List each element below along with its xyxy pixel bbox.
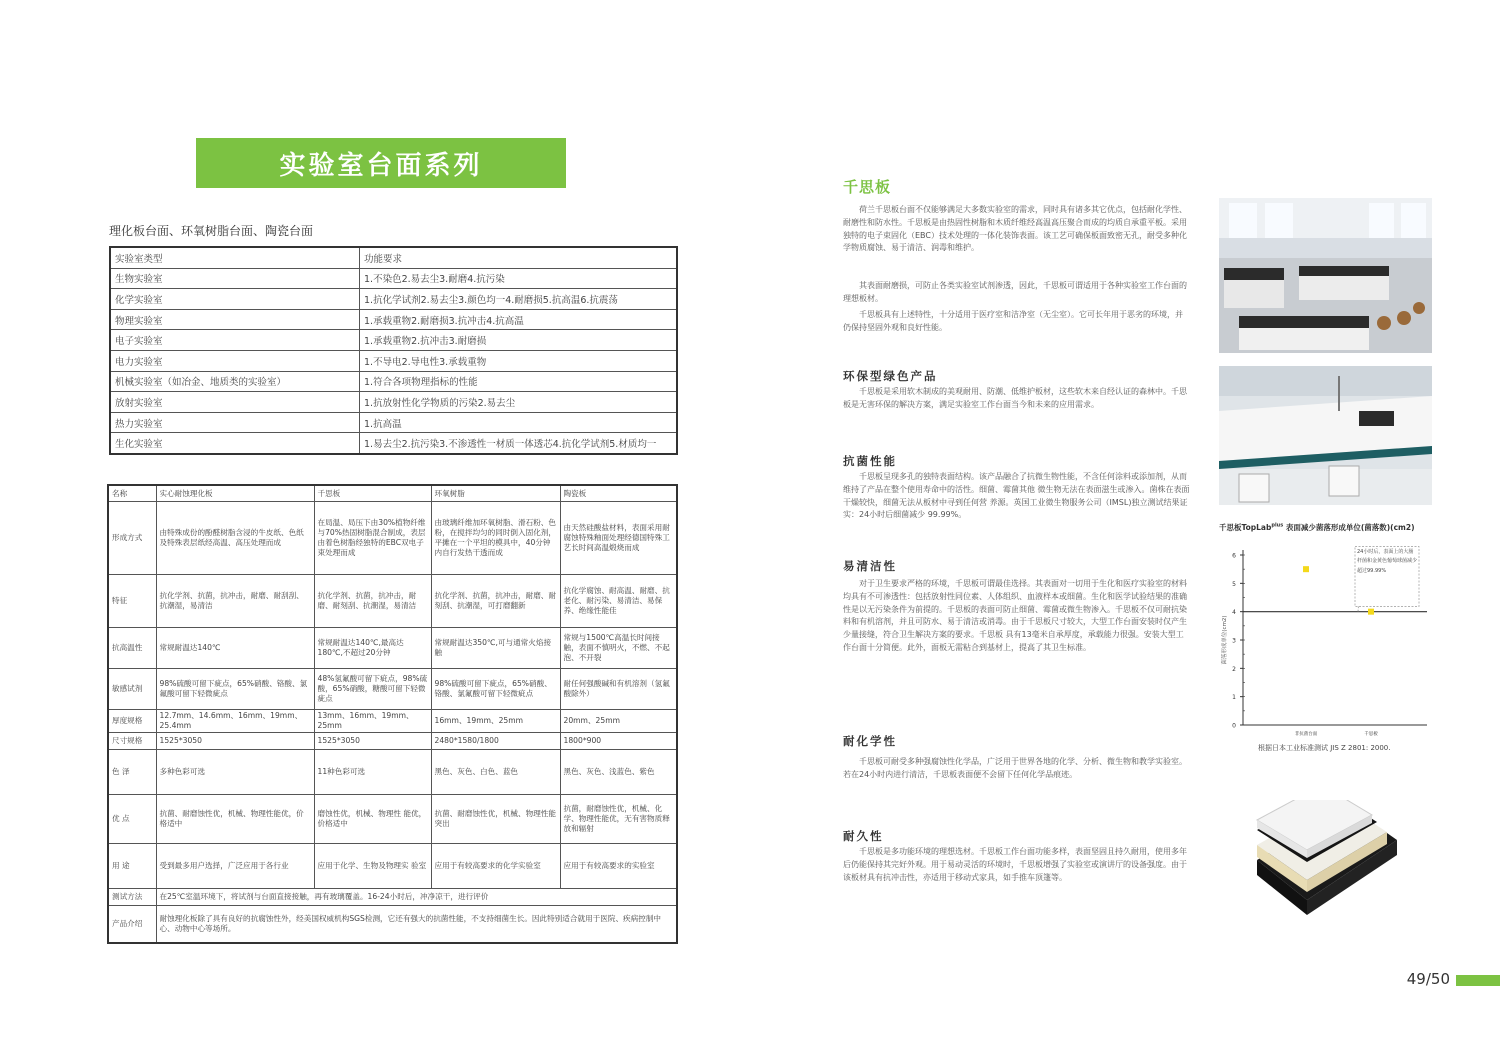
table-cell: 16mm、19mm、25mm — [431, 710, 560, 733]
table-cell: 在局温、局压下由30%植物纤维与70%热固树脂混合制成，表层由着色树脂经独特的EBC双电子束处理而成 — [314, 502, 431, 575]
table-row — [110, 433, 677, 454]
table-cell: 抗菌，耐磨蚀性优，机械、化学、物理性能优，无有害物质释放和辐射 — [560, 794, 677, 843]
table-row — [110, 268, 677, 289]
table-header-cell: 名称 — [108, 485, 156, 502]
table-cell: 抗菌、耐磨蚀性优，机械、物理性能突出 — [431, 794, 560, 843]
table-cell: 抗高温性 — [108, 628, 156, 669]
table-cell: 1.承载重物2.抗冲击3.耐磨损 — [360, 330, 678, 351]
section-subtitle: 理化板台面、环氧树脂台面、陶瓷台面 — [109, 224, 314, 238]
product-title: 千思板 — [843, 178, 892, 196]
chart-footnote: 根据日本工业标准测试 JIS Z 2801: 2000. — [1258, 744, 1391, 752]
table-row — [110, 392, 677, 413]
table-cell: 受到最多用户选择，广泛应用于各行业 — [156, 843, 314, 888]
table-header-cell: 千思板 — [314, 485, 431, 502]
table-cell: 在25℃室温环境下，将试剂与台面直接接触，再有玻璃覆盖。16-24小时后，冲净凉干，进行评价 — [156, 888, 677, 905]
table-cell: 由玻璃纤维加环氧树脂、滑石粉、色粉，在搅拌均匀的同时倒入固化剂，平摊在一个平坦的模具中，40分钟内自行发热干透而成 — [431, 502, 560, 575]
x-category-label: 千思板 — [1364, 732, 1378, 737]
table-cell: 1.符合各项物理指标的性能 — [360, 371, 678, 392]
table-cell: 用 途 — [108, 843, 156, 888]
intro-paragraph-2: 其表面耐磨损，可防止各类实验室试剂渗透，因此，千思板可谓适用于各种实验室工作台面的理想板材。 — [843, 281, 1187, 303]
table-cell: 黑色、灰色、浅蓝色、紫色 — [560, 749, 677, 794]
table-cell: 1800*900 — [560, 732, 677, 749]
table-cell: 生化实验室 — [110, 433, 360, 454]
table-cell: 1525*3050 — [314, 732, 431, 749]
table-cell: 抗化学剂、抗菌，抗冲击，耐磨、耐刻刮、抗潮湿，可打磨翻新 — [431, 575, 560, 628]
table-row — [108, 843, 677, 888]
table-cell: 磨蚀性优，机械、物理性 能优，价格适中 — [314, 794, 431, 843]
table-row — [110, 412, 677, 433]
table-row — [110, 309, 677, 330]
table-row — [108, 502, 677, 575]
table-cell: 应用于有较高要求的实验室 — [560, 843, 677, 888]
table-cell: 1.抗放射性化学物质的污染2.易去尘 — [360, 392, 678, 413]
table-cell: 98%硫酸可留下疵点，65%硝酸、铬酸、氯氟酸可留下轻微疵点 — [156, 669, 314, 710]
table-cell: 48%氢氟酸可留下疵点，98%硫酸，65%硝酸，糖酸可留下轻微疵点 — [314, 669, 431, 710]
table-cell: 应用于有较高要求的化学实验室 — [431, 843, 560, 888]
table-cell: 热力实验室 — [110, 412, 360, 433]
section-text-antibacterial: 千思板呈现多孔的独特表面结构。该产品融合了抗微生物性能，不含任何涂料或添加剂，从而维持了产品在整个使用寿命中的活性。细菌、霉菌其他 微生物无法在表面滋生或渗入。菌株在表面干燥较快，细菌无法从板材中寻到任何营 养源。英国工业微生物服务公司（IMSL)独立测试结果证实：24小时后细菌减少 99.99%。 — [843, 472, 1190, 520]
table-cell: 由天然硅酸盐材料，表面采用耐腐蚀特殊釉面处理经德国特殊工艺长时间高温煅烧而成 — [560, 502, 677, 575]
section-text-eco: 千思板是采用软木制成的美观耐用、防潮、低维护板材，这些软木来自经认证的森林中。千思板是无害环保的解决方案，满足实验室工作台面当今和未来的应用需求。 — [843, 387, 1187, 409]
table-cell: 物理实验室 — [110, 309, 360, 330]
section-title-chemical: 耐化学性 — [843, 734, 897, 748]
table-row — [108, 669, 677, 710]
table-row — [108, 628, 677, 669]
table-header-cell: 陶瓷板 — [560, 485, 677, 502]
section-title-antibacterial: 抗菌性能 — [843, 454, 897, 468]
table-cell: 常规耐温达140℃,最高达180℃,不超过20分钟 — [314, 628, 431, 669]
intro-paragraph-1: 荷兰千思板台面不仅能够满足大多数实验室的需求，同时具有诸多其它优点，包括耐化学性、耐磨性和防水性。千思板是由热固性树脂和木质纤维经高温高压聚合而成的均质自承重平板。采用独特的电子束固化（EBC）技术处理的一体化装饰表面。该工艺可确保板面致密无孔，耐受多种化学物质腐蚀、易于清洁、润毒和维护。 — [843, 205, 1187, 253]
table-cell: 20mm、25mm — [560, 710, 677, 733]
table-cell: 常规耐温达350℃,可与通常火焰接触 — [431, 628, 560, 669]
table-cell: 1.承载重物2.耐磨损3.抗冲击4.抗高温 — [360, 309, 678, 330]
y-tick-label: 3 — [1232, 637, 1236, 645]
table-cell: 常规与1500℃高温长时间接触，表面不慎明火，不燃、不起泡、不开裂 — [560, 628, 677, 669]
table-row-test-method — [108, 888, 677, 905]
annotation-text: 24小时后，表面上的大肠杆菌和金黄色葡萄球菌减少超过99.99% — [1357, 548, 1417, 574]
page-accent-bar — [1456, 975, 1500, 986]
board-sample-image — [1252, 800, 1402, 925]
chart-title: 千思板TopLab$^{plus}$ 表面减少菌落形成单位(菌落数)(cm2) — [1219, 522, 1415, 532]
table-cell: 1.不导电2.导电性3.承载重物 — [360, 350, 678, 371]
table-cell: 由特殊成份的酚醛树脂含浸的牛皮纸、色纸及特殊表层纸经高温、高压处理而成 — [156, 502, 314, 575]
section-title-eco: 环保型绿色产品 — [843, 369, 938, 383]
table-row — [108, 710, 677, 733]
table-cell: 产品介绍 — [108, 905, 156, 943]
table-header-cell: 实心耐蚀理化板 — [156, 485, 314, 502]
y-tick-label: 2 — [1232, 665, 1236, 673]
table-row — [110, 371, 677, 392]
table-cell: 98%硫酸可留下疵点，65%硝酸、铬酸、氯氟酸可留下轻微疵点 — [431, 669, 560, 710]
table-cell: 黑色、灰色、白色、蓝色 — [431, 749, 560, 794]
table-cell: 敏感试剂 — [108, 669, 156, 710]
table-cell: 抗化学剂、抗菌，抗冲击，耐磨、耐刻刮、抗潮湿，易清洁 — [314, 575, 431, 628]
table-cell: 特征 — [108, 575, 156, 628]
table-cell: 优 点 — [108, 794, 156, 843]
table-row — [110, 289, 677, 310]
table-cell: 放射实验室 — [110, 392, 360, 413]
table-cell: 11种色彩可选 — [314, 749, 431, 794]
table-cell: 电力实验室 — [110, 350, 360, 371]
table-cell: 耐任何强酸碱和有机溶剂（氢氟酸除外） — [560, 669, 677, 710]
table-cell: 1525*3050 — [156, 732, 314, 749]
table-row — [108, 575, 677, 628]
table-row — [108, 749, 677, 794]
y-tick-label: 4 — [1232, 609, 1236, 617]
y-tick-label: 0 — [1232, 722, 1236, 730]
section-banner: 实验室台面系列 — [196, 138, 566, 188]
table-cell: 尺寸规格 — [108, 732, 156, 749]
table-cell: 应用于化学、生物及物理实 验室 — [314, 843, 431, 888]
lab-bench-photo — [1219, 366, 1432, 505]
table-cell: 抗菌、耐磨蚀性优，机械、物理性能优，价格适中 — [156, 794, 314, 843]
table-row — [110, 330, 677, 351]
table-cell: 生物实验室 — [110, 268, 360, 289]
bacteria-chart — [1219, 538, 1439, 738]
section-text-durability: 千思板是多功能环境的理想选材。千思板工作台面功能多样，表面坚固且持久耐用，使用多年后仍能保持其完好外观。用于易动灵活的环境时，千思板增强了实验室或演讲厅的设备强度。由于该板材具有抗冲击性，亦适用于移动式家具，如手推车顶篷等。 — [843, 847, 1187, 882]
y-tick-label: 5 — [1232, 580, 1236, 588]
y-tick-label: 6 — [1232, 552, 1236, 560]
y-tick-label: 1 — [1232, 694, 1236, 702]
section-title-durability: 耐久性 — [843, 829, 884, 843]
table-cell: 1.抗化学试剂2.易去尘3.颜色均一4.耐磨损5.抗高温6.抗震荡 — [360, 289, 678, 310]
annotation-text-container — [1357, 548, 1417, 606]
table-cell: 2480*1580/1800 — [431, 732, 560, 749]
table-cell: 1.抗高温 — [360, 412, 678, 433]
table-row-product-intro — [108, 905, 677, 943]
table-cell: 机械实验室（如冶金、地质类的实验室） — [110, 371, 360, 392]
table-cell: 1.易去尘2.抗污染3.不渗透性一材质一体透芯4.抗化学试剂5.材质均一 — [360, 433, 678, 454]
table-row — [108, 794, 677, 843]
material-comparison-table — [107, 484, 678, 944]
lab-room-photo — [1219, 198, 1432, 353]
table-row — [110, 350, 677, 371]
table-cell: 抗化学腐蚀、耐高温、耐磨、抗老化、耐污染、易清洁、易保养、绝缘性能佳 — [560, 575, 677, 628]
table-cell: 常规耐温达140℃ — [156, 628, 314, 669]
table-header-row — [108, 485, 677, 502]
table-cell: 厚度规格 — [108, 710, 156, 733]
x-category-label: 非抗菌台面 — [1294, 732, 1318, 737]
intro-paragraph-3: 千思板具有上述特性，十分适用于医疗室和洁净室（无尘室）。它可长年用于恶劣的环境，并仍保持坚固外观和良好性能。 — [843, 310, 1183, 332]
y-axis-label: 菌落形成单位(cm2) — [1222, 615, 1228, 665]
page-number: 49/50 — [1406, 970, 1450, 988]
table-cell: 测试方法 — [108, 888, 156, 905]
table-cell: 耐蚀理化板除了具有良好的抗腐蚀性外，经美国权威机构SGS检测，它还有强大的抗菌性能，不支持细菌生长。因此特别适合就用于医院、疾病控制中心、动物中心等场所。 — [156, 905, 677, 943]
table-header-cell: 功能要求 — [360, 247, 678, 268]
section-title-cleanability: 易清洁性 — [843, 559, 897, 573]
lab-requirements-table — [109, 246, 678, 455]
data-point — [1368, 609, 1374, 615]
table-row — [108, 732, 677, 749]
table-cell: 抗化学剂、抗菌，抗冲击，耐磨、耐刮刮、抗潮湿，易清洁 — [156, 575, 314, 628]
table-cell: 多种色彩可选 — [156, 749, 314, 794]
table-header-cell: 环氧树脂 — [431, 485, 560, 502]
table-cell: 色 泽 — [108, 749, 156, 794]
data-point — [1303, 566, 1309, 572]
table-cell: 化学实验室 — [110, 289, 360, 310]
table-cell: 形成方式 — [108, 502, 156, 575]
section-text-cleanability: 对于卫生要求严格的环境，千思板可谓最佳选择。其表面对一切用于生化和医疗实验室的材料均具有不可渗透性：包括放射性同位素、人体组织、血液样本或细菌。生化和医学试验结果的准确性是以无污染条件为前提的。千思板的表面可防止细菌、霉菌或微生物渗入。千思板不仅可耐抗染料和有机溶剂，并且可防水、易于清洁或消毒。由于千思板尺寸较大，大型工作台面安装时仅产生少量接缝，符合卫生解决方案的要求。千思板 具有13毫米自承厚度，承载能力很强。安装大型工作台面十分简便。此外，面板无需粘合到基材上，提高了其卫生标准。 — [843, 579, 1187, 652]
table-cell: 12.7mm、14.6mm、16mm、19mm、25.4mm — [156, 710, 314, 733]
table-cell: 13mm、16mm、19mm、25mm — [314, 710, 431, 733]
table-cell: 1.不染色2.易去尘3.耐磨4.抗污染 — [360, 268, 678, 289]
table-cell: 电子实验室 — [110, 330, 360, 351]
section-text-chemical: 千思板可耐受多种强腐蚀性化学品，广泛用于世界各地的化学、分析、微生物和教学实验室。若在24小时内进行清洁，千思板表面便不会留下任何化学品痕迹。 — [843, 757, 1187, 779]
table-header-cell: 实验室类型 — [110, 247, 360, 268]
table-header-row — [110, 247, 677, 268]
